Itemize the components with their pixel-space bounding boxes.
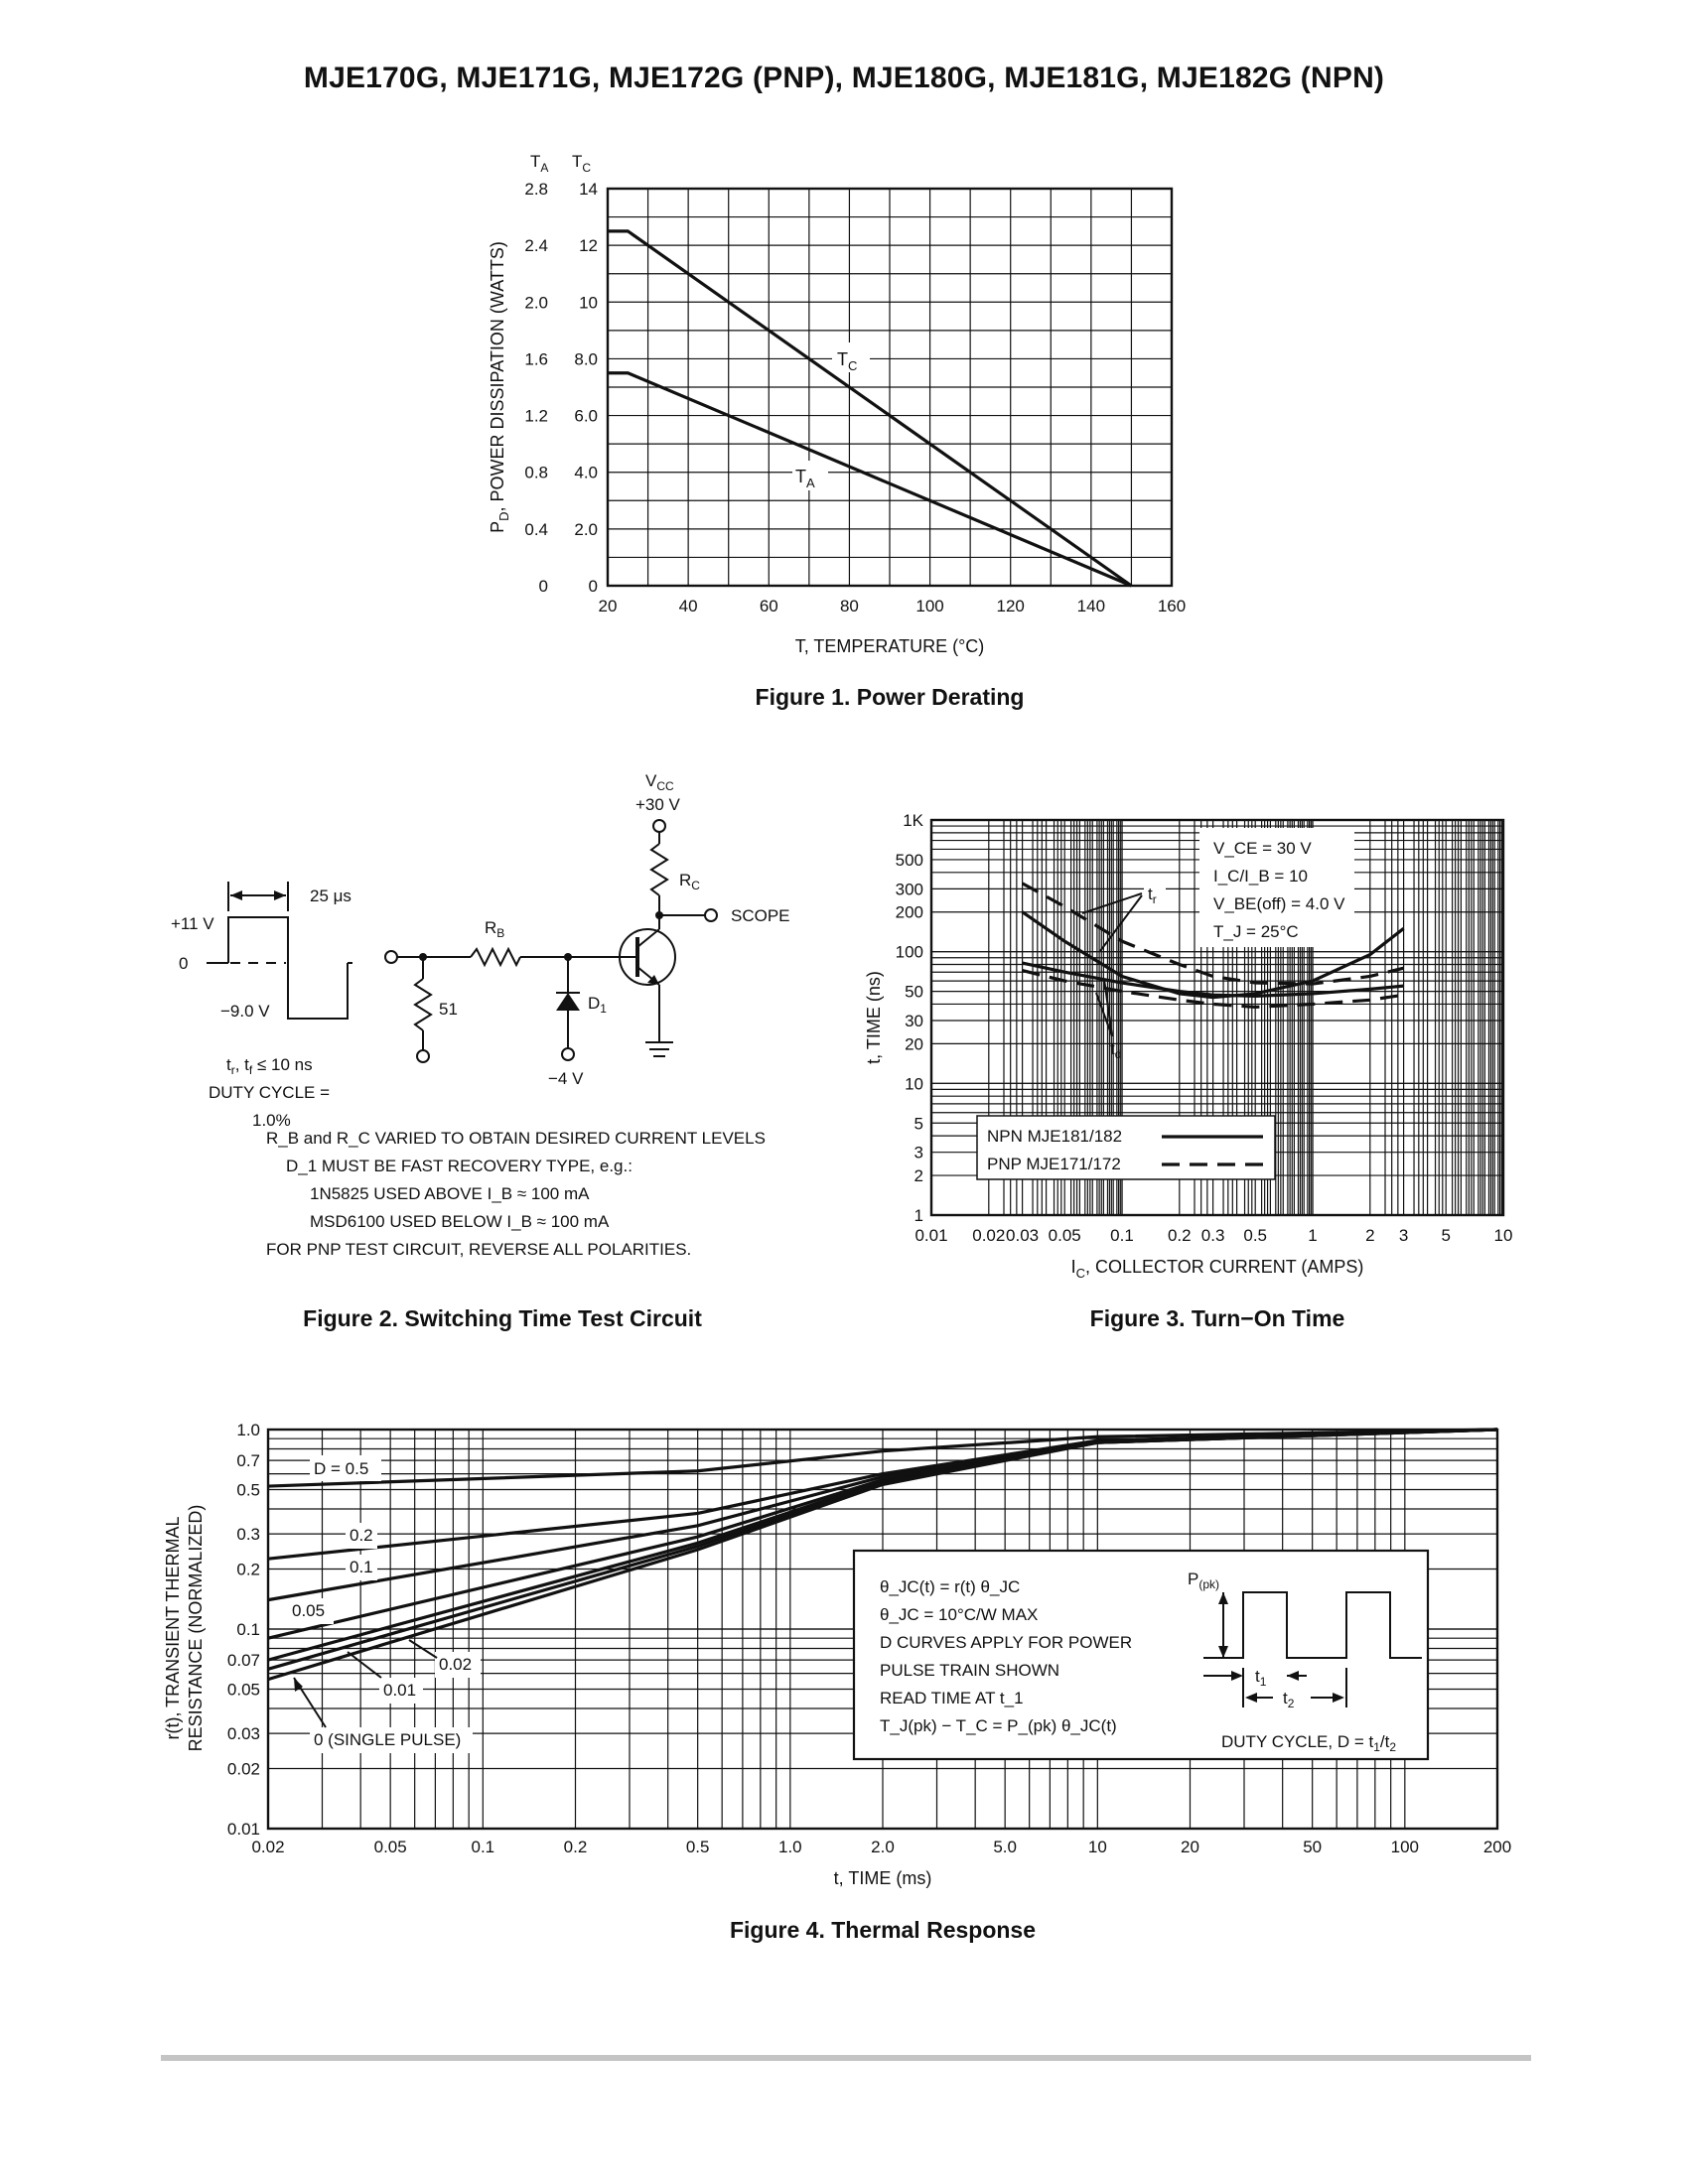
f1-curve-ta (608, 373, 1131, 586)
f4-ylabel-line1: r(t), TRANSIENT THERMAL (163, 1516, 183, 1740)
f1-label-tc: $T_C$ (837, 349, 858, 373)
f3-x-tick: 0.3 (1200, 1226, 1225, 1245)
f4-y-tick: 0.5 (236, 1480, 260, 1500)
f1-grid (608, 189, 1172, 586)
f3-x-tick: 10 (1493, 1226, 1513, 1245)
f2-duty: DUTY CYCLE = (209, 1083, 331, 1102)
f4-y-tick: 0.05 (226, 1680, 260, 1700)
f2-d1: $D_1$ (588, 994, 607, 1016)
f4-x-tick: 1.0 (778, 1838, 802, 1856)
f1-head-ta: $T_A$ (530, 152, 549, 175)
f3-condition: V_CE = 30 V (1213, 839, 1312, 858)
f2-note: MSD6100 USED BELOW I_B ≈ 100 mA (310, 1212, 610, 1231)
f3-y-tick: 30 (905, 1012, 923, 1031)
f2-neg4v: −4 V (548, 1069, 584, 1088)
f2-circuit (385, 820, 717, 1062)
f2-diode-d1 (556, 993, 580, 1011)
f2-vcc-value: +30 V (635, 795, 680, 814)
f4-curve-label: 0.2 (350, 1526, 373, 1545)
f4-caption: Figure 4. Thermal Response (729, 1917, 1037, 1943)
f3-y-tick: 200 (895, 902, 923, 922)
f4-x-tick: 10 (1087, 1838, 1107, 1856)
f4-box-line: θ_JC = 10°C/W MAX (880, 1605, 1039, 1624)
f1-x-tick: 20 (598, 597, 618, 615)
figure-power-derating (488, 152, 1186, 710)
f4-x-tick: 2.0 (871, 1838, 895, 1856)
footer-rule (161, 2055, 1531, 2061)
f2-vcc-terminal (653, 820, 665, 832)
f4-curve-label: 0.01 (383, 1681, 417, 1700)
f1-x-ticks (599, 597, 1187, 615)
f4-y-tick: 0.07 (226, 1651, 260, 1671)
f4-x-tick: 200 (1482, 1838, 1512, 1856)
f3-y-tick: 20 (905, 1034, 923, 1054)
f3-x-tick: 0.1 (1110, 1226, 1134, 1245)
f3-condition: I_C/I_B = 10 (1213, 867, 1308, 886)
f3-legend-npn: NPN MJE181/182 (987, 1127, 1123, 1146)
f3-condition: T_J = 25°C (1213, 922, 1299, 941)
f4-x-tick: 0.05 (373, 1838, 407, 1856)
f4-box-line: D CURVES APPLY FOR POWER (880, 1633, 1133, 1652)
f1-ta-tick: 2.4 (524, 236, 548, 256)
f3-label-tr: $t_r$ (1148, 885, 1157, 906)
f3-y-tick: 10 (905, 1074, 923, 1094)
f2-tr-tf: $t_r$, $t_f \le 10$ ns (226, 1055, 313, 1077)
f4-curve-label: 0.1 (350, 1558, 373, 1576)
f4-y-ticks (227, 1421, 260, 1839)
f3-x-tick: 3 (1398, 1226, 1409, 1245)
f1-ta-ticks (524, 180, 548, 596)
f1-ta-tick: 1.6 (524, 349, 548, 369)
f4-x-ticks (251, 1838, 1511, 1856)
f4-y-tick: 0.2 (236, 1560, 260, 1579)
f4-xlabel: t, TIME (ms) (833, 1868, 932, 1888)
f4-x-tick: 50 (1303, 1838, 1323, 1856)
f4-y-tick: 0.1 (236, 1620, 260, 1639)
f2-resistor-rb (471, 949, 520, 965)
f4-x-tick: 0.5 (685, 1838, 710, 1856)
f1-tc-tick: 6.0 (574, 406, 598, 426)
f1-tc-tick: 4.0 (574, 463, 598, 482)
f4-x-tick: 0.2 (563, 1838, 588, 1856)
f3-y-tick: 1 (914, 1206, 923, 1225)
f4-curve-label: 0.02 (439, 1655, 473, 1674)
f4-box-line: READ TIME AT t_1 (880, 1689, 1024, 1707)
f2-input-terminal (385, 951, 397, 963)
f2-zero: 0 (179, 954, 189, 973)
f4-x-tick: 5.0 (993, 1838, 1017, 1856)
f4-x-tick: 0.02 (251, 1838, 285, 1856)
f1-tc-tick: 0 (588, 577, 598, 596)
figure-turn-on-time (864, 811, 1512, 1331)
f2-pulse-width: 25 μs (310, 887, 352, 905)
f1-x-tick: 60 (759, 597, 778, 615)
f1-tc-tick: 14 (579, 180, 598, 199)
f1-ta-tick: 1.2 (524, 406, 548, 426)
f4-duty: DUTY CYCLE, $D = t_1/t_2$ (1221, 1732, 1397, 1754)
f1-tc-tick: 12 (579, 236, 598, 256)
f1-x-tick: 100 (915, 597, 944, 615)
f2-note: D_1 MUST BE FAST RECOVERY TYPE, e.g.: (286, 1157, 633, 1175)
f1-ta-tick: 2.0 (524, 293, 548, 313)
f2-rc: $R_C$ (679, 871, 700, 892)
f2-vcc: $V_{CC}$ (645, 771, 674, 793)
f1-tc-tick: 2.0 (574, 519, 598, 539)
f3-y-tick: 300 (895, 880, 923, 899)
f4-y-tick: 0.01 (226, 1820, 260, 1839)
f1-ta-tick: 0.4 (524, 519, 548, 539)
f2-note: R_B and R_C VARIED TO OBTAIN DESIRED CURRENT LEVELS (266, 1129, 766, 1148)
f4-curve-label: 0 (SINGLE PULSE) (314, 1730, 462, 1749)
f3-condition: V_BE(off) = 4.0 V (1213, 894, 1345, 913)
f2-notes (266, 1129, 766, 1259)
f4-y-tick: 0.03 (226, 1724, 260, 1744)
f3-y-tick: 3 (914, 1143, 923, 1162)
f3-x-tick: 1 (1308, 1226, 1318, 1245)
f2-scope: SCOPE (731, 906, 790, 925)
f1-x-tick: 160 (1157, 597, 1187, 615)
f3-x-tick: 0.2 (1167, 1226, 1192, 1245)
f4-box-line: T_J(pk) − T_C = P_(pk) θ_JC(t) (880, 1716, 1117, 1735)
f4-y-tick: 0.7 (236, 1451, 260, 1471)
f1-x-tick: 140 (1076, 597, 1106, 615)
f2-minus9: −9.0 V (220, 1002, 270, 1021)
f1-ylabel: $P_D$, POWER DISSIPATION (WATTS) (488, 241, 511, 533)
figure-switching-circuit (171, 771, 790, 1331)
f3-y-tick: 100 (895, 942, 923, 962)
f2-rb: $R_B$ (485, 918, 505, 940)
figure-thermal-response (163, 1421, 1511, 1943)
f1-tc-tick: 10 (579, 293, 598, 313)
f1-ta-tick: 2.8 (524, 180, 548, 199)
f3-legend-pnp: PNP MJE171/172 (987, 1155, 1121, 1173)
f3-y-tick: 500 (895, 850, 923, 870)
f1-tc-ticks (574, 180, 598, 596)
f2-resistor-51 (415, 979, 431, 1030)
f4-curve-label: D = 0.5 (314, 1459, 369, 1478)
f1-x-tick: 40 (678, 597, 698, 615)
f3-ylabel: t, TIME (ns) (864, 971, 884, 1064)
f2-caption: Figure 2. Switching Time Test Circuit (303, 1305, 702, 1331)
f2-note: FOR PNP TEST CIRCUIT, REVERSE ALL POLARITIES. (266, 1240, 692, 1259)
f3-caption: Figure 3. Turn−On Time (1089, 1305, 1345, 1331)
page-title: MJE170G, MJE171G, MJE172G (PNP), MJE180G, MJE181G, MJE182G (NPN) (303, 62, 1385, 94)
f1-caption: Figure 1. Power Derating (755, 684, 1025, 710)
f1-tc-tick: 8.0 (574, 349, 598, 369)
f4-x-tick: 0.1 (471, 1838, 495, 1856)
f3-y-tick: 2 (914, 1166, 923, 1186)
f1-label-ta: $T_A$ (795, 467, 815, 490)
f4-x-tick: 100 (1390, 1838, 1420, 1856)
f3-x-tick: 2 (1365, 1226, 1375, 1245)
f3-y-tick: 50 (905, 982, 923, 1002)
f2-r51: 51 (439, 1000, 458, 1019)
f1-xlabel: T, TEMPERATURE (°C) (794, 636, 985, 656)
f2-resistor-rc (651, 844, 667, 895)
f4-t1: $t_1$ (1255, 1667, 1267, 1689)
f4-box-line: PULSE TRAIN SHOWN (880, 1661, 1060, 1680)
f4-ppk: $P_{(pk)}$ (1188, 1570, 1220, 1591)
f4-box-line: θ_JC(t) = r(t) θ_JC (880, 1577, 1021, 1596)
f3-y-tick: 5 (914, 1114, 923, 1134)
f3-x-tick: 0.03 (1006, 1226, 1040, 1245)
f2-note: 1N5825 USED ABOVE I_B ≈ 100 mA (310, 1184, 590, 1203)
f3-xlabel: $I_C$, COLLECTOR CURRENT (AMPS) (1070, 1257, 1364, 1281)
f2-duty-value: 1.0% (252, 1111, 291, 1130)
f4-y-tick: 0.3 (236, 1525, 260, 1545)
f4-x-tick: 20 (1181, 1838, 1199, 1856)
f3-x-tick: 5 (1441, 1226, 1451, 1245)
f2-plus11: +11 V (171, 914, 214, 933)
f1-ta-tick: 0 (538, 577, 548, 596)
f1-head-tc: $T_C$ (572, 152, 592, 175)
f1-ta-tick: 0.8 (524, 463, 548, 482)
f3-x-tick: 0.5 (1243, 1226, 1268, 1245)
f3-label-td: $t_d$ (1110, 1039, 1122, 1061)
f3-y-tick: 1K (903, 811, 923, 830)
f3-x-ticks (914, 1226, 1512, 1245)
f4-y-tick: 0.02 (226, 1759, 260, 1779)
f4-ylabel-line2: RESISTANCE (NORMALIZED) (186, 1504, 206, 1752)
f3-y-ticks (896, 811, 924, 1225)
f1-curve-tc (608, 231, 1131, 586)
f1-x-tick: 120 (996, 597, 1025, 615)
f4-t2: $t_2$ (1283, 1689, 1295, 1710)
f3-x-tick: 0.01 (914, 1226, 948, 1245)
f3-x-tick: 0.05 (1048, 1226, 1081, 1245)
f4-curve-label: 0.05 (292, 1601, 326, 1620)
f3-x-tick: 0.02 (972, 1226, 1006, 1245)
f2-scope-terminal (705, 909, 717, 921)
f4-y-tick: 1.0 (236, 1421, 260, 1439)
f1-x-tick: 80 (839, 597, 859, 615)
